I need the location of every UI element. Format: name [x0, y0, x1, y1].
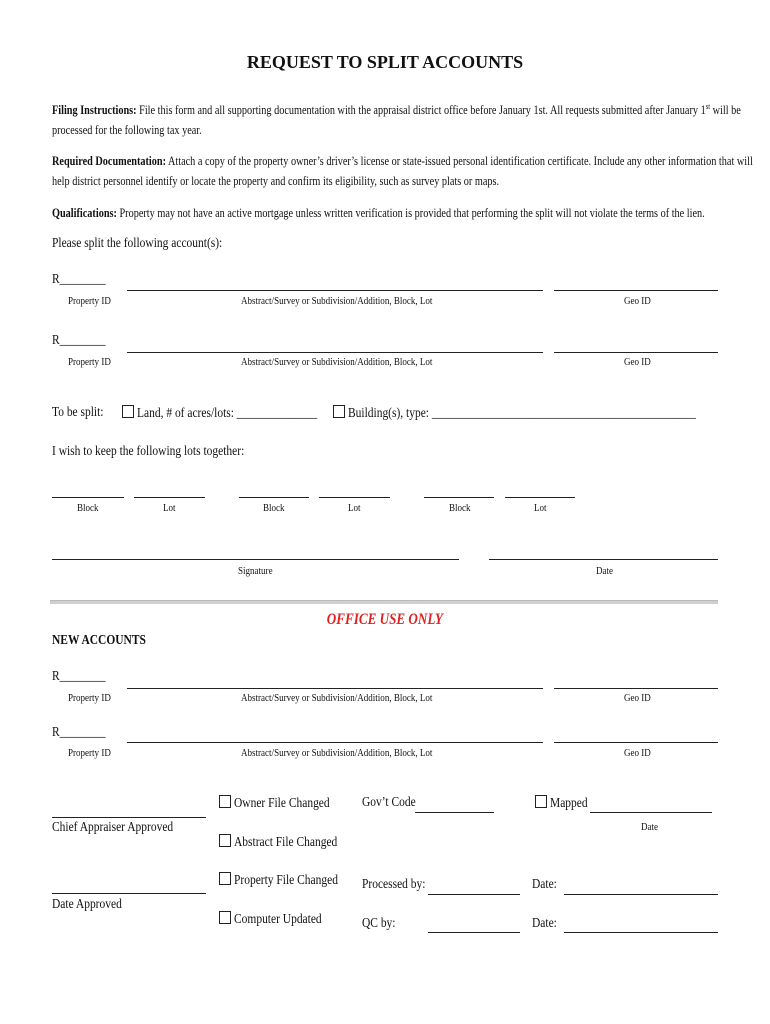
block-label: Block [449, 502, 471, 514]
signature-label: Signature [238, 565, 273, 577]
to-be-split-label: To be split: [52, 405, 104, 420]
lot-label: Lot [348, 502, 361, 514]
geo-id-label: Geo ID [624, 692, 651, 704]
chief-appraiser-label: Chief Appraiser Approved [52, 820, 174, 835]
abstract-label: Abstract/Survey or Subdivision/Addition, Block, Lot [241, 295, 433, 307]
lot-label: Lot [163, 502, 176, 514]
new-account-id-field-2[interactable]: R________ [52, 725, 106, 740]
office-use-heading: OFFICE USE ONLY [326, 611, 444, 628]
date-field[interactable] [489, 559, 718, 560]
checkbox-icon[interactable] [219, 834, 231, 847]
processed-by-field[interactable] [428, 894, 520, 895]
split-prompt: Please split the following account(s): [52, 236, 223, 251]
geo-id-label: Geo ID [624, 295, 651, 307]
block-field-2[interactable] [239, 497, 309, 498]
mapped-date-field[interactable] [590, 812, 712, 813]
property-id-label: Property ID [68, 356, 111, 368]
abstract-label: Abstract/Survey or Subdivision/Addition, Block, Lot [241, 356, 433, 368]
checkbox-icon[interactable] [333, 405, 345, 418]
date-approved-field[interactable] [52, 893, 206, 894]
abstract-field-2[interactable] [127, 352, 543, 353]
geo-id-label: Geo ID [624, 747, 651, 759]
checkbox-icon[interactable] [219, 872, 231, 885]
new-abstract-field-2[interactable] [127, 742, 543, 743]
qc-by-field[interactable] [428, 932, 520, 933]
date-label: Date [596, 565, 614, 577]
qc-date-label: Date: [532, 916, 557, 931]
owner-file-checkbox[interactable]: Owner File Changed [219, 795, 351, 812]
checkbox-icon[interactable] [122, 405, 134, 418]
new-geo-id-field-1[interactable] [554, 688, 718, 689]
mapped-date-label: Date [641, 821, 659, 833]
property-id-label: Property ID [68, 295, 111, 307]
checkbox-icon[interactable] [219, 795, 231, 808]
geo-id-label: Geo ID [624, 356, 651, 368]
page-title: REQUEST TO SPLIT ACCOUNTS [246, 52, 524, 72]
new-account-id-field-1[interactable]: R________ [52, 669, 106, 684]
block-label: Block [263, 502, 285, 514]
qc-by-label: QC by: [362, 916, 396, 931]
abstract-label: Abstract/Survey or Subdivision/Addition, Block, Lot [241, 692, 433, 704]
land-checkbox[interactable]: Land, # of acres/lots: ______________ [122, 405, 357, 422]
checkbox-icon[interactable] [535, 795, 547, 808]
processed-date-label: Date: [532, 877, 557, 892]
govt-code-field[interactable] [415, 812, 494, 813]
signature-field[interactable] [52, 559, 459, 560]
buildings-checkbox[interactable]: Building(s), type: ______________________________________________ [333, 405, 770, 422]
lot-field-2[interactable] [319, 497, 390, 498]
property-file-checkbox[interactable]: Property File Changed [219, 872, 361, 889]
lot-field-3[interactable] [505, 497, 575, 498]
block-label: Block [77, 502, 99, 514]
account-id-field-1[interactable]: R________ [52, 272, 106, 287]
lot-label: Lot [534, 502, 547, 514]
checkbox-icon[interactable] [219, 911, 231, 924]
processed-by-label: Processed by: [362, 877, 426, 892]
property-id-label: Property ID [68, 692, 111, 704]
block-field-1[interactable] [52, 497, 124, 498]
filing-instructions: Filing Instructions: File this form and all supporting documentation with the appraisal district office before January 1st. All requests submitted after January 1st will be processed for the following tax year. [52, 102, 741, 138]
qc-date-field[interactable] [564, 932, 718, 933]
block-field-3[interactable] [424, 497, 494, 498]
required-documentation: Required Documentation: Attach a copy of the property owner’s driver’s license or state-issued personal identification certificate. Include any other information that will help district personnel identify or locate the property and confirm its eligibility, such as survey plats or maps. [52, 154, 753, 188]
new-accounts-heading: NEW ACCOUNTS [52, 633, 146, 648]
new-abstract-field-1[interactable] [127, 688, 543, 689]
abstract-label: Abstract/Survey or Subdivision/Addition, Block, Lot [241, 747, 433, 759]
qualifications: Qualifications: Property may not have an active mortgage unless written verification is provided that performing the split will not violate the terms of the lien. [52, 206, 705, 220]
govt-code-label: Gov’t Code [362, 795, 416, 810]
property-id-label: Property ID [68, 747, 111, 759]
keep-together-prompt: I wish to keep the following lots together: [52, 444, 245, 459]
lot-field-1[interactable] [134, 497, 205, 498]
mapped-checkbox[interactable]: Mapped [535, 795, 596, 812]
date-approved-label: Date Approved [52, 897, 122, 912]
abstract-file-checkbox[interactable]: Abstract File Changed [219, 834, 360, 851]
abstract-field-1[interactable] [127, 290, 543, 291]
section-divider [50, 600, 718, 604]
geo-id-field-1[interactable] [554, 290, 718, 291]
processed-date-field[interactable] [564, 894, 718, 895]
computer-updated-checkbox[interactable]: Computer Updated [219, 911, 341, 928]
geo-id-field-2[interactable] [554, 352, 718, 353]
chief-appraiser-field[interactable] [52, 817, 206, 818]
account-id-field-2[interactable]: R________ [52, 333, 106, 348]
new-geo-id-field-2[interactable] [554, 742, 718, 743]
